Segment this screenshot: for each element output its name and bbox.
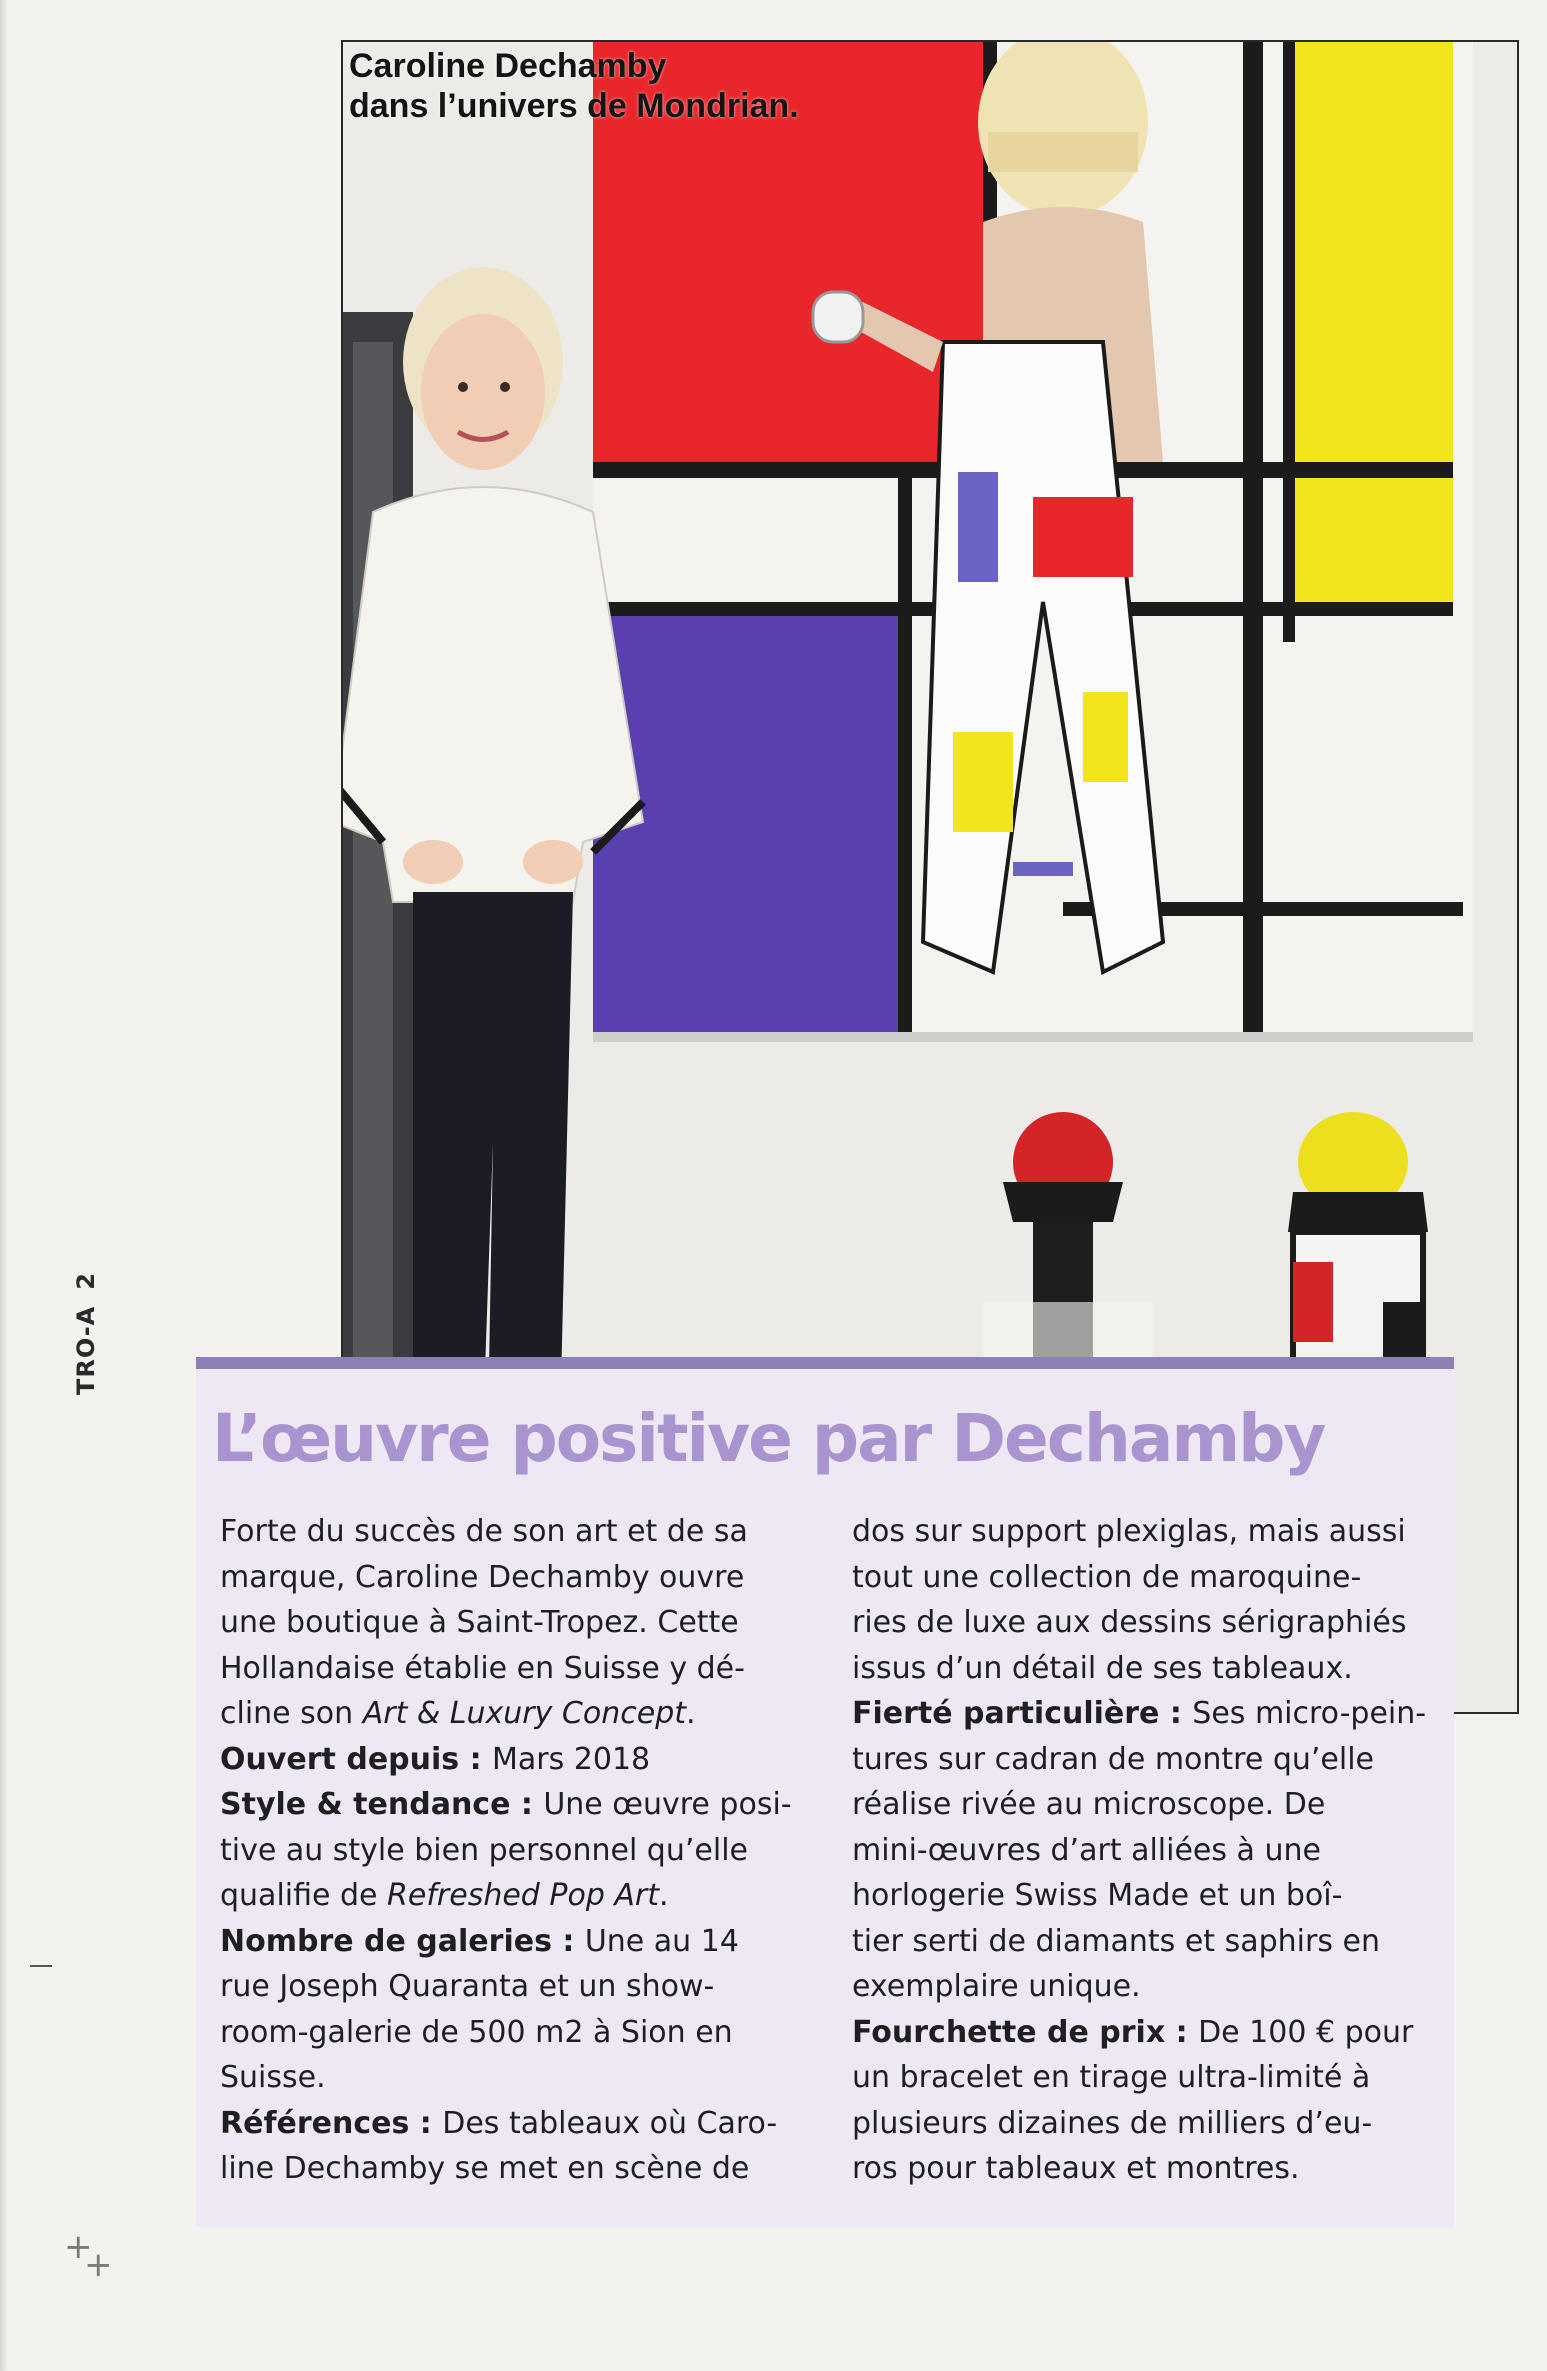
style-label: Style & tendance : [220,1787,544,1822]
references-line: issus d’un détail de ses tableaux. [852,1650,1353,1686]
page-code: TRO-A [72,1305,100,1395]
pride-line: tures sur cadran de montre qu’elle [852,1741,1375,1777]
style-text: qualifie de [220,1878,388,1913]
caption-line-2: dans l’univers de Mondrian. [349,87,799,125]
pride-label: Fierté particulière : [852,1696,1193,1731]
crop-mark-icon: + [64,2227,93,2267]
galleries-line: room-galerie de 500 m2 à Sion en [220,2014,733,2050]
crop-mark-icon: + [84,2245,113,2285]
references-label: Références : [220,2105,443,2141]
galleries-text: Une au 14 [584,1923,739,1959]
article-headline: L’œuvre positive par Dechamby [212,1400,1325,1477]
opened-line [220,1737,820,1783]
price-line: plusieurs dizaines de milliers d’eu- [852,2105,1373,2141]
references-line: dos sur support plexiglas, mais aussi [852,1514,1406,1549]
price-text: De 100 € pour [1198,2014,1414,2050]
galleries-line: rue Joseph Quaranta et un show- [220,1969,715,2004]
intro-text: . [686,1696,696,1731]
price-line [852,2010,1452,2056]
price-line: un bracelet en tirage ultra-limité à [852,2060,1371,2095]
references-line [220,2101,820,2147]
intro-line: Forte du succès de son art et de sa [220,1514,748,1549]
style-term: Refreshed Pop Art [387,1878,660,1913]
galleries-label: Nombre de galeries : [220,1923,585,1959]
intro-line: marque, Caroline Dechamby ouvre [220,1559,745,1595]
style-line [220,1782,820,1828]
opened-value: Mars 2018 [492,1741,651,1777]
intro-line [220,1691,820,1737]
references-line: line Dechamby se met en scène de [220,2151,750,2186]
intro-text: cline son [220,1696,363,1731]
caption-line-1: Caroline Dechamby [349,47,667,85]
style-text: . [659,1878,669,1913]
paper-edge [0,0,8,2371]
pride-text: Ses micro-pein- [1192,1696,1427,1731]
pride-line: mini-œuvres d’art alliées à une [852,1832,1321,1868]
galleries-line: Suisse. [220,2060,326,2095]
references-line: ries de luxe aux dessins sérigraphiés [852,1605,1407,1640]
pride-line: tier serti de diamants et saphirs en [852,1923,1380,1959]
intro-line: une boutique à Saint-Tropez. Cette [220,1605,739,1640]
style-text: Une œuvre posi- [543,1787,792,1822]
article-column-left [220,1509,820,2192]
intro-line: Hollandaise établie en Suisse y dé- [220,1650,745,1686]
price-line: ros pour tableaux et montres. [852,2151,1300,2186]
page-number: 2 [72,1272,100,1290]
style-line [220,1873,820,1919]
pride-line: réalise rivée au microscope. De [852,1787,1326,1822]
pride-line [852,1691,1452,1737]
pride-line: horlogerie Swiss Made et un boî- [852,1878,1343,1913]
pride-line: exemplaire unique. [852,1969,1141,2004]
references-line: tout une collection de maroquine- [852,1559,1362,1595]
article-column-right [852,1509,1452,2192]
intro-concept: Art & Luxury Concept [362,1696,686,1731]
style-line: tive au style bien personnel qu’elle [220,1832,748,1868]
price-label: Fourchette de prix : [852,2014,1199,2050]
opened-label: Ouvert depuis : [220,1741,493,1777]
galleries-line [220,1919,820,1965]
article-box [196,1357,1454,2227]
page-marker [72,1272,102,1395]
margin-tick [30,1965,52,1967]
photo-caption [349,46,949,126]
references-text: Des tableaux où Caro- [442,2105,778,2141]
